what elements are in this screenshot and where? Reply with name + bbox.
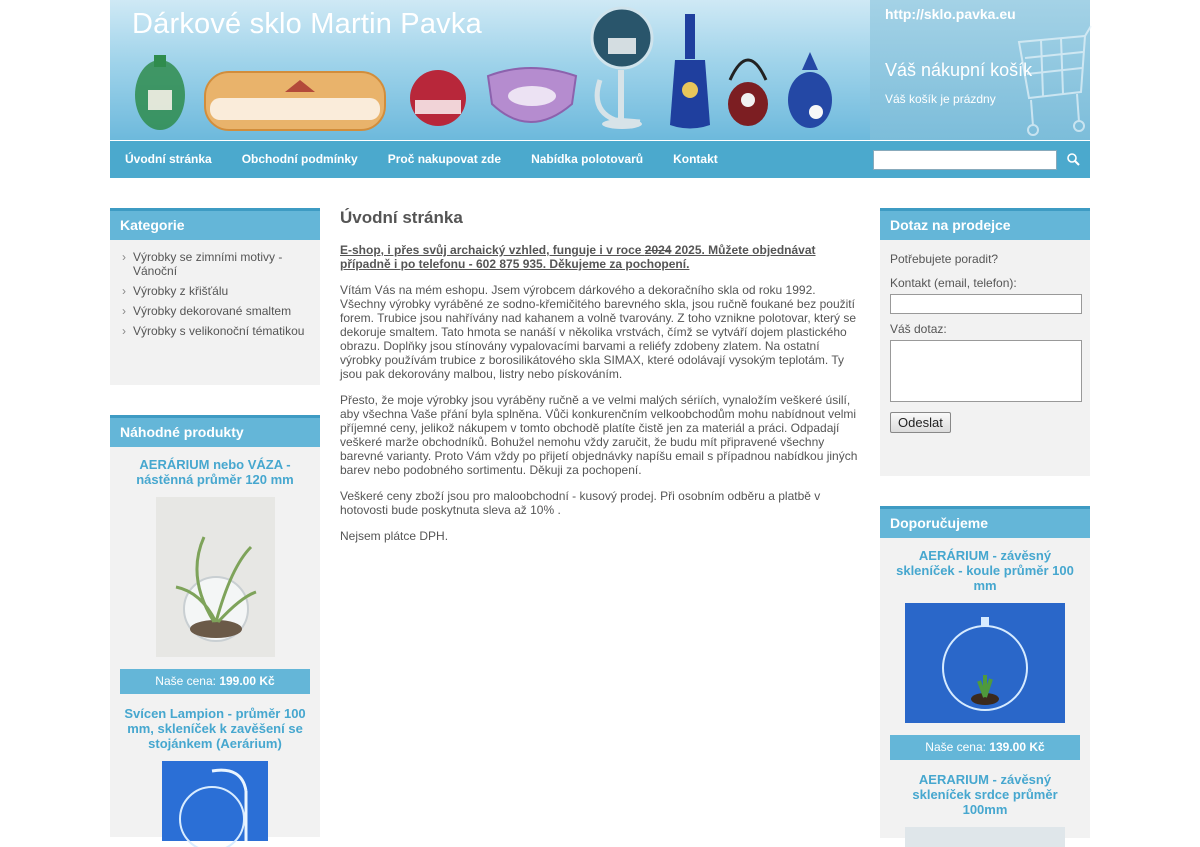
category-item-enamel[interactable]: › Výrobky dekorované smaltem xyxy=(120,304,310,318)
main-content xyxy=(340,208,860,543)
site-url-link[interactable]: http://sklo.pavka.eu xyxy=(885,6,1016,22)
product-price xyxy=(890,735,1080,760)
nav-menu xyxy=(110,141,733,178)
intro-paragraph: Vítám Vás na mém eshopu. Jsem výrobcem dárkového a dekoračního skla od roku 1992. Všechny výrobky vyráběné ze sodno-křemičitého barevného skla, jsou ručně foukané bez použití forem. Trubice jsou nahřívány nad kahanem a volně tvarovány. Z toho vznikne polotovar, který se dekoruje smaltem. Tato hmota se nanáší v několika vrstvách, čímž se vytváří dojem plastického obrazu. Doplňky jsou stínovány vypalovacími barvami a reliéfy zdobeny zlatem. Na ostatní výrobky používám trubice z borosilikátového skla SIMAX, které odolávají vysokým teplotám. Ty jsou pak dekorovány malbou, listry nebo pískováním. xyxy=(340,283,857,381)
nav-item-terms[interactable]: Obchodní podmínky xyxy=(241,152,358,166)
categories-list xyxy=(110,240,320,385)
price-value: 139.00 Kč xyxy=(989,740,1045,754)
nav-item-semi-products[interactable]: Nabídka polotovarů xyxy=(531,152,644,166)
categories-title: Kategorie xyxy=(110,208,320,240)
nav-item-why-shop[interactable]: Proč nakupovat zde xyxy=(387,152,502,166)
search-icon[interactable] xyxy=(1065,151,1083,169)
glass-products-banner-image xyxy=(110,0,870,140)
product-name-link[interactable]: Svícen Lampion - průměr 100 mm, skleníček k zavěšení se stojánkem (Aerárium) xyxy=(124,706,306,751)
shop-title: Dárkové sklo Martin Pavka xyxy=(132,8,482,40)
category-item-crystal[interactable]: › Výrobky z křišťálu xyxy=(120,284,310,298)
notice-text-end: 2025. Můžete objednávat případně i po telefonu - 602 875 935. Děkujeme za pochopení. xyxy=(340,243,816,271)
pricing-paragraph: Přesto, že moje výrobky jsou vyráběny ručně a ve velmi malých sériích, vynaložím veškeré úsilí, aby všechna Vaše přání byla splněna. Vůči konkurenčním velkoobchodům mohu nabídnout velmi příjemné ceny, jelikož nákupem v tomto obchodě platíte čistě jen za materiál a práci. Odpadají veškeré marže obchodníků. Bohužel nemohu vždy zaručit, že budu mít připravené všechny barevné varianty. Proto Vám vždy po přijetí objednávky napíšu email s případnou nabídkou jiných barev nebo podobného sortimentu. Děkuji za pochopení. xyxy=(340,393,858,477)
nav-item-contact[interactable]: Kontakt xyxy=(673,152,718,166)
left-sidebar xyxy=(110,208,320,800)
search-input[interactable] xyxy=(873,150,1057,170)
page-title: Úvodní stránka xyxy=(340,208,463,227)
main-navigation xyxy=(110,141,1090,178)
contact-title: Dotaz na prodejce xyxy=(880,208,1090,240)
recommended-box xyxy=(880,506,1090,838)
cart-status: Váš košík je prázdny xyxy=(885,92,996,106)
notice-banner xyxy=(340,243,860,271)
random-products-title: Náhodné produkty xyxy=(110,415,320,447)
price-value: 199.00 Kč xyxy=(219,674,275,688)
send-button[interactable]: Odeslat xyxy=(890,412,951,433)
question-label: Váš dotaz: xyxy=(890,322,947,336)
random-products-box xyxy=(110,415,320,837)
question-textarea[interactable] xyxy=(890,340,1082,402)
header xyxy=(110,0,1090,140)
header-banner xyxy=(110,0,870,140)
contact-form xyxy=(880,240,1090,476)
recommended-title: Doporučujeme xyxy=(880,506,1090,538)
contact-intro: Potřebujete poradit? xyxy=(890,252,999,266)
price-label: Naše cena: xyxy=(925,740,986,754)
product-image[interactable] xyxy=(905,827,1065,847)
cart-panel xyxy=(870,0,1090,140)
product-name-link[interactable]: AERARIUM - závěsný skleníček srdce průměr 100mm xyxy=(912,772,1058,817)
contact-box xyxy=(880,208,1090,476)
product-price xyxy=(120,669,310,694)
category-item-easter[interactable]: › Výrobky s velikonoční tématikou xyxy=(120,324,310,338)
price-label: Naše cena: xyxy=(155,674,216,688)
product-image[interactable] xyxy=(156,497,275,657)
notice-struck-year: 2024 xyxy=(644,243,672,257)
right-sidebar xyxy=(880,208,1090,817)
recommended-list xyxy=(880,538,1090,838)
cart-title: Váš nákupní košík xyxy=(885,60,1033,80)
random-products-list xyxy=(110,447,320,837)
notice-text: E-shop, i přes svůj archaický vzhled, funguje i v roce xyxy=(340,243,645,257)
discount-paragraph: Veškeré ceny zboží jsou pro maloobchodní - kusový prodej. Při osobním odběru a platbě v hotovosti bude poskytnuta sleva až 10% . xyxy=(340,489,821,517)
contact-label: Kontakt (email, telefon): xyxy=(890,276,1017,290)
category-item-christmas[interactable]: › Výrobky se zimními motivy - Vánoční xyxy=(120,250,310,278)
contact-field[interactable] xyxy=(890,294,1082,314)
page xyxy=(110,0,1090,817)
nav-item-home[interactable]: Úvodní stránka xyxy=(125,152,212,166)
categories-box xyxy=(110,208,320,385)
vat-paragraph: Nejsem plátce DPH. xyxy=(340,529,449,543)
product-image[interactable] xyxy=(162,761,268,841)
product-image[interactable] xyxy=(905,603,1065,723)
product-name-link[interactable]: AERÁRIUM - závěsný skleníček - koule průměr 100 mm xyxy=(896,548,1074,593)
product-name-link[interactable]: AERÁRIUM nebo VÁZA - nástěnná průměr 120 mm xyxy=(136,457,294,487)
